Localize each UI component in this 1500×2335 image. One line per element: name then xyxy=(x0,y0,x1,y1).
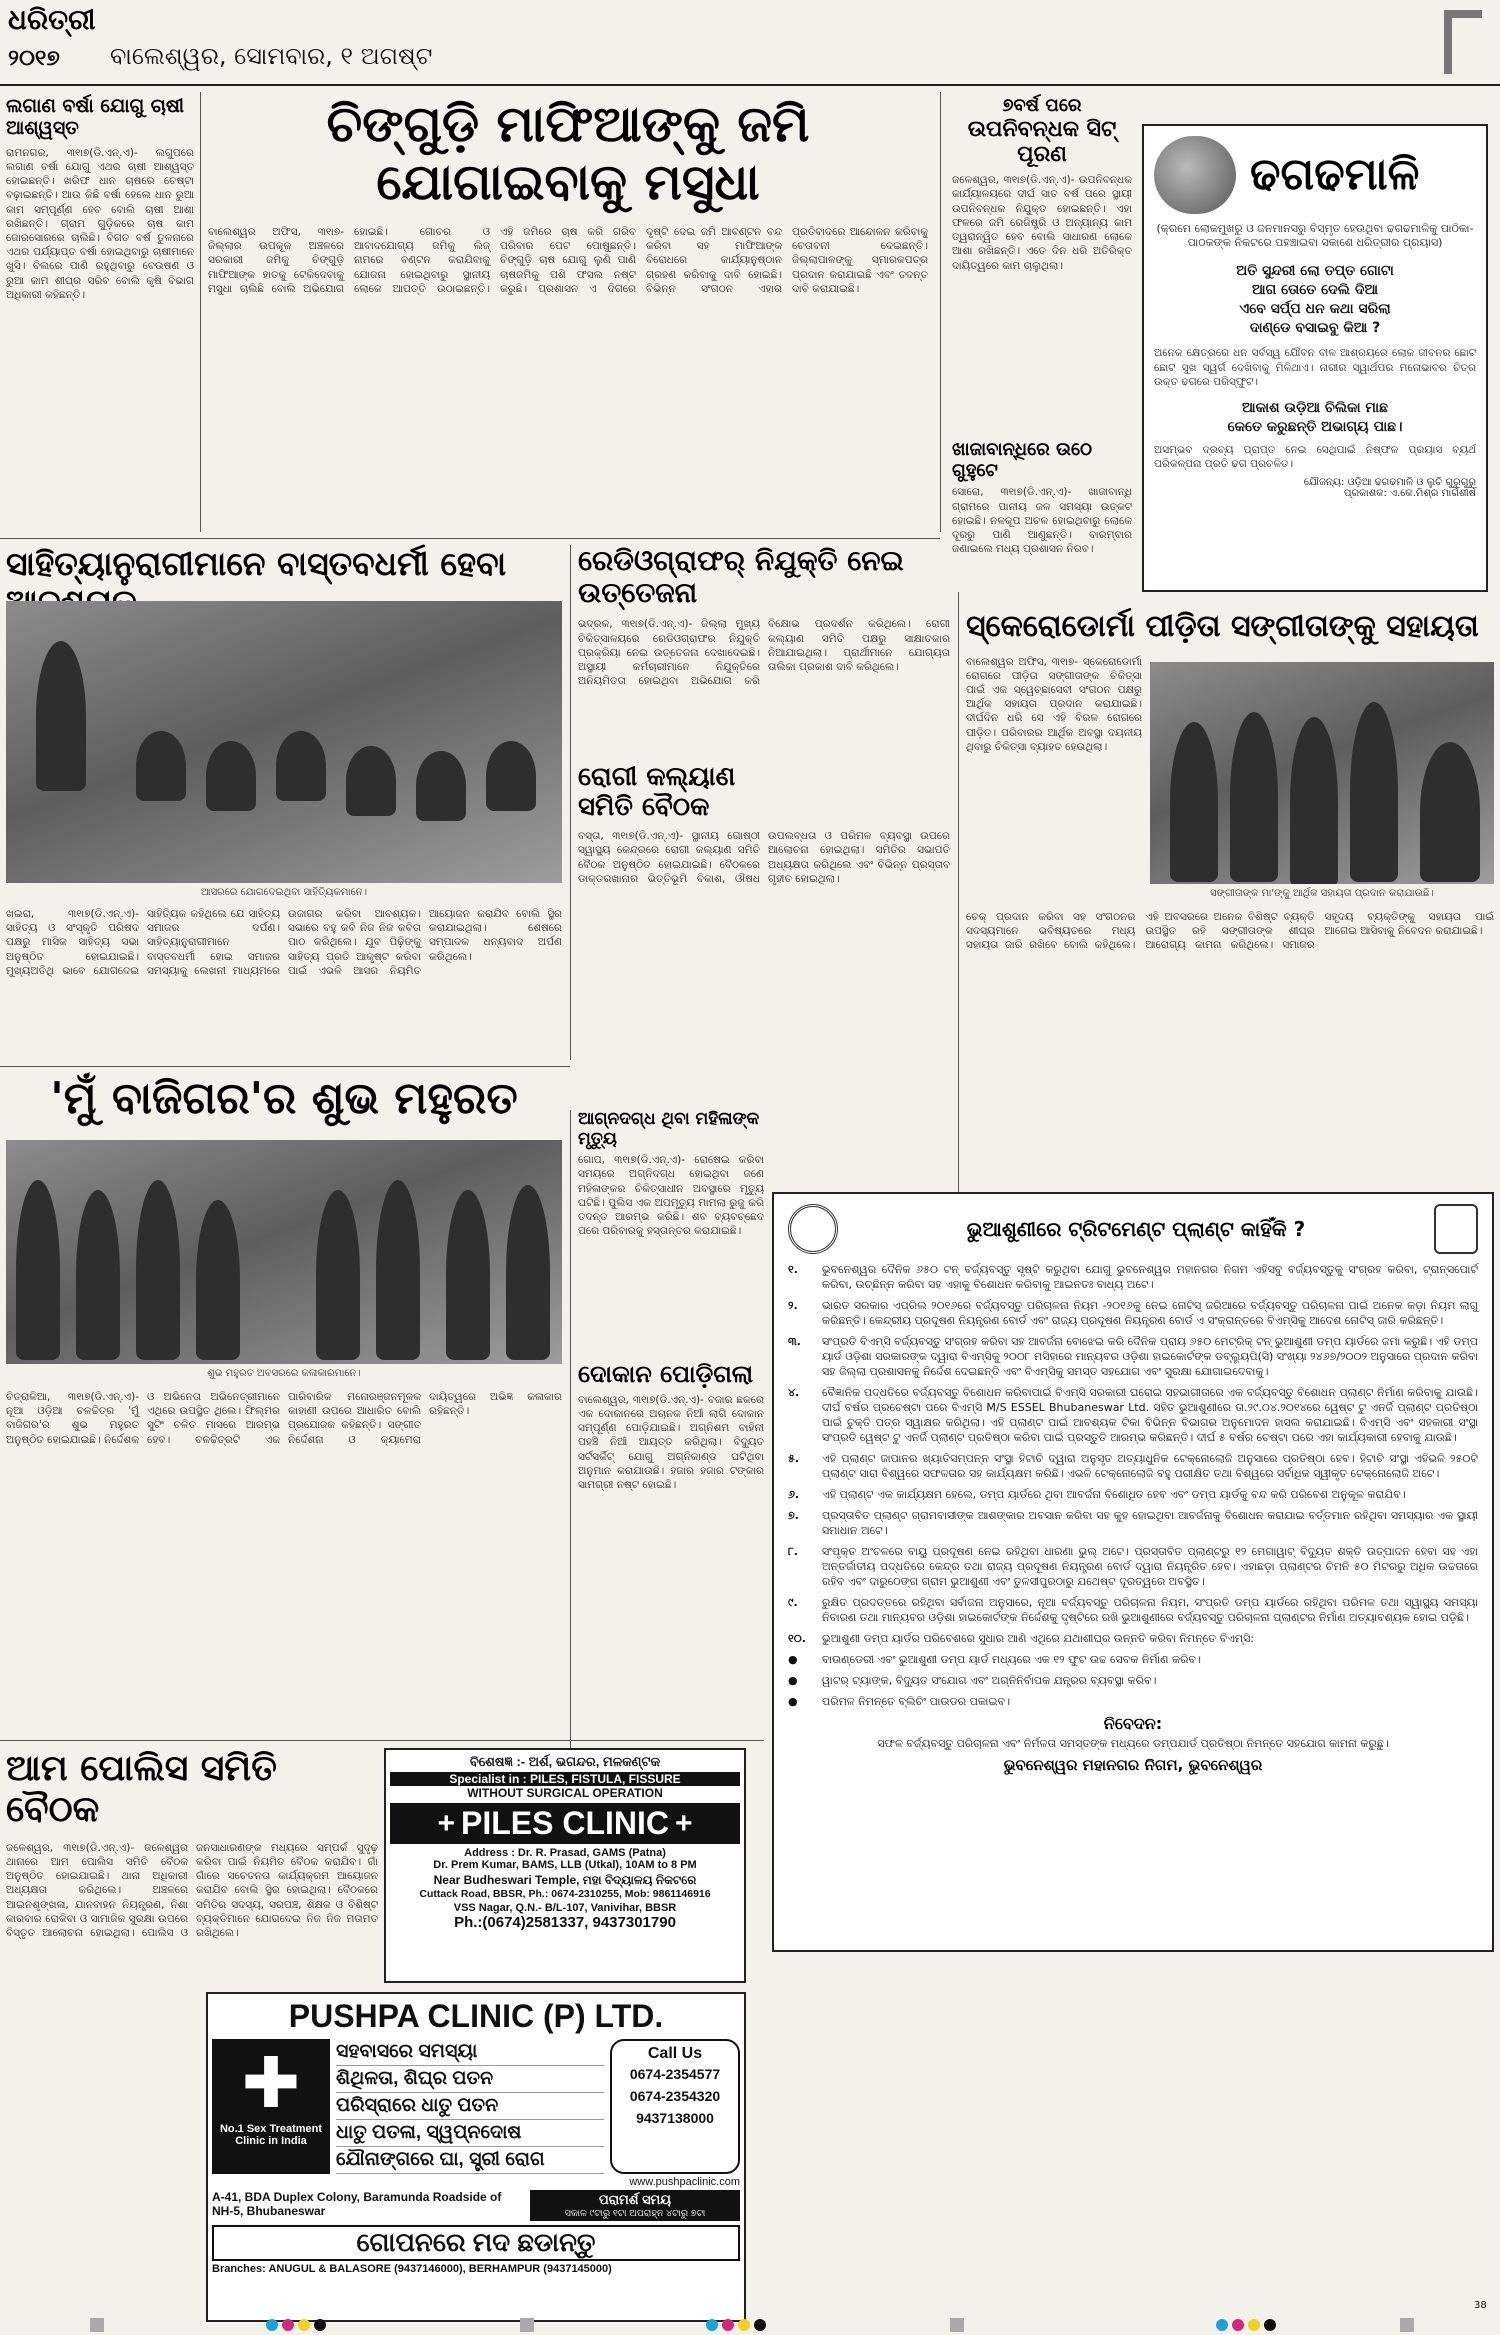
piles-doctor: Dr. Prem Kumar, BAMS, LLB (Utkal), 10AM to 8 PM xyxy=(433,1859,697,1871)
bajigar-photo xyxy=(6,1140,562,1364)
notice-issuer: ଭୁବନେଶ୍ୱର ମହାନଗର ନିଗମ, ଭୁବନେଶ୍ୱର xyxy=(1003,1756,1263,1775)
notice-item-text: ପ୍ରସ୍ତାବିତ ପ୍ଲାଣ୍ଟ ଗ୍ରାମବାସୀଙ୍କ ଆଶଙ୍କାର ଅବସାନ କରିବା ସହ କୁହ ହୋଇଥିବା ଆବର୍ଜନାକୁ ବିଶୋଧନ କରାଯାଇ ବର୍ତ୍ତମାନ ରହିଥିବା ସମସ୍ୟାର ଏକ ସ୍ଥାୟୀ ସମାଧାନ ଅଟେ। xyxy=(822,1509,1478,1537)
piles-clinic-ad xyxy=(384,1748,746,1983)
notice-item-number: ୧. xyxy=(788,1263,798,1276)
corner-mark xyxy=(1444,10,1482,74)
notice-item xyxy=(788,1487,1478,1502)
notice-item xyxy=(788,1385,1478,1445)
lead-story-headline: ଚିଙ୍ଗୁଡ଼ି ମାଫିଆଙ୍କୁ ଜମି ଯୋଗାଇବାକୁ ମସୁଧା xyxy=(326,95,810,211)
pushpa-problem: ପରିସ୍ରାରେ ଧାତୁ ପତନ xyxy=(336,2093,604,2120)
notice-item xyxy=(788,1451,1478,1481)
odisha-emblem-icon xyxy=(1434,1204,1478,1254)
death-story xyxy=(578,1110,764,1760)
notice-item xyxy=(788,1595,1478,1625)
satire-title: ଢଗଢମାଳି xyxy=(1250,148,1420,200)
left-story xyxy=(6,96,194,536)
pushpa-phones xyxy=(616,2063,734,2129)
pushpa-problem: ଯୌନାଙ୍ଗରେ ଘା, ସ୍ତ୍ରୀ ରୋଗ xyxy=(336,2147,604,2174)
notice-item-number: ୯. xyxy=(788,1596,798,1609)
lead-story xyxy=(208,96,928,526)
bmc-logo-icon xyxy=(788,1204,838,1254)
police-body: ଜଳେଶ୍ୱର, ୩୧ା୭(ଡି.ଏନ୍.ଏ)- ଜଳେଶ୍ୱର ଥାନାରେ ଆମ ପୋଲିସ ସମିତି ବୈଠକ ଅନୁଷ୍ଠିତ ହୋଇଯାଇଛି। ଥାନା ଅଧିକାରୀ ଅଧ୍ୟକ୍ଷତା କରିଥିଲେ। ଅଞ୍ଚଳରେ ଆଇନଶୃଙ୍ଖଳା, ଯାନବାହନ ନିୟନ୍ତ୍ରଣ, ନିଶା କାରବାର ରୋକିବା ଓ ସାମାଜିକ ସୁରକ୍ଷା ଉପରେ ବିସ୍ତୃତ ଆଲୋଚନା ହୋଇଥିଲା। ପୋଲିସ ଓ ଜନସାଧାରଣଙ୍କ ମଧ୍ୟରେ ସମ୍ପର୍କ ସୁଦୃଢ଼ କରିବା ପାଇଁ ନିୟମିତ ବୈଠକ କରାଯିବ। ଗାଁ ଗାଁରେ ସଚେତନତା କାର୍ଯ୍ୟକ୍ରମ ଆୟୋଜନ କରାଯିବ ବୋଲି ସ୍ଥିର ହୋଇଥିଲା। ବୈଠକରେ ସମିତିର ସଦସ୍ୟ, ସରପଞ୍ଚ, ଶିକ୍ଷକ ଓ ବିଶିଷ୍ଟ ବ୍ୟକ୍ତିମାନେ ଯୋଗଦେଇ ନିଜ ନିଜ ମତାମତ ରଖିଥିଲେ। xyxy=(6,1841,378,1939)
notice-item-text: ଭାରତ ସରକାର ଏପ୍ରିଲ ୨୦୧୬ରେ ବର୍ଜ୍ୟବସ୍ତୁ ପରିଚାଳନା ନିୟମ -୨୦୧୬କୁ ନେଇ ନୋଟିସ୍ ଜରିଆରେ ବର୍ଜ୍ୟବସ୍ତୁ ପରିଚାଳନା ପାଇଁ ଅନେକ କଡ଼ା ନିୟମ ଲାଗୁ କରିଛନ୍ତି। କେନ୍ଦ୍ରୀୟ ପ୍ରଦୂଷଣ ନିୟନ୍ତ୍ରଣ ବୋର୍ଡ ଏବଂ ରାଜ୍ୟ ପ୍ରଦୂଷଣ ନିୟନ୍ତ୍ରଣ ବୋର୍ଡ ଏ ସଂକ୍ରାନ୍ତରେ ବିଏମ୍‌ସିକୁ ଆଦେଶ ନୋଟିସ୍ ଜାରି କରିଛନ୍ତି। xyxy=(822,1299,1478,1327)
pushpa-phone: 0674-2354577 xyxy=(629,2066,721,2082)
piles-vss: VSS Nagar, Q.N.- B/L-107, Vanivihar, BBSR xyxy=(453,1902,677,1914)
notice-item xyxy=(788,1262,1478,1292)
notice-item-number: ୧୦. xyxy=(788,1632,806,1645)
radiographer-body: ଭଦ୍ରକ, ୩୧ା୭(ଡି.ଏନ୍.ଏ)- ଜିଲ୍ଲା ମୁଖ୍ୟ ଚିକିତ୍ସାଳୟରେ ରେଡିଓଗ୍ରାଫର ନିଯୁକ୍ତି ପ୍ରକ୍ରିୟା ନେଇ ଉତ୍ତେଜନା ଦେଖାଦେଇଛି। ଅସ୍ଥାୟୀ କର୍ମଚାରୀମାନେ ନିଯୁକ୍ତିରେ ଅନିୟମିତତା ହୋଇଥିବା ଅଭିଯୋଗ କରି ବିକ୍ଷୋଭ ପ୍ରଦର୍ଶନ କରିଥିଲେ। ରୋଗୀ କଲ୍ୟାଣ ସମିତି ପକ୍ଷରୁ ସାକ୍ଷାତକାର ନିଆଯାଇଥିଲା। ପ୍ରାର୍ଥୀମାନେ ଯୋଗ୍ୟତା ତାଲିକା ପ୍ରକାଶ ଦାବି କରିଥିଲେ। xyxy=(578,618,950,688)
notice-item-text: ସଂପ୍ରତି ବିଏମ୍‌ସି ବର୍ଜ୍ୟବସ୍ତୁ ସଂଗ୍ରହ କରିବା ସହ ଆବର୍ଜନା ବୋଝେଇ କରି ଦୈନିକ ପ୍ରାୟ ୬୫୦ ମେଟ୍ରିକ୍ ଟନ୍ ଭୁଆଶୁଣୀ ଡମ୍ପ ୟାର୍ଡରେ ଜମା କରୁଛି। ଏହି ଡମ୍ପ ୟାର୍ଡ ଓଡ଼ିଶା ସରକାରଙ୍କ ଦ୍ୱାରା ବିଏମ୍‌ସିକୁ ୨୦୦୮ ମସିହାରେ ମାନ୍ୟବର ଓଡ଼ିଶା ହାଇକୋର୍ଟଙ୍କ ଡବ୍ଲ୍ୟୁପି(ସି) ସଂଖ୍ୟା ୨୪୬୭/୨୦୦୨ ଅନୁସାରେ ପ୍ରଦାନ କରିବା ସହ ଜିଲ୍ଲା ପ୍ରଶାସନକୁ ନିର୍ଦ୍ଦେଶ ଦେଇଛନ୍ତି ଏବଂ ବିଏମ୍‌ସିକୁ ସମସ୍ତ ସହଯୋଗ ଏବଂ ସୁରକ୍ଷା ଯୋଗାଇଦେବାକୁ। xyxy=(822,1335,1478,1378)
pushpa-badge: No.1 Sex Treatment Clinic in India xyxy=(219,2123,323,2147)
face-illustration-icon xyxy=(1154,136,1236,214)
piles-cuttack: Cuttack Road, BBSR, Ph.: 0674-2310255, Mob: 9861146916 xyxy=(419,1888,711,1900)
pushpa-branches: Branches: ANUGUL & BALASORE (9437146000), BERHAMPUR (9437145000) xyxy=(212,2263,612,2275)
scleroderma-body-2: ଚେକ୍ ପ୍ରଦାନ କରିବା ସହ ସଂଗଠନର ସଦସ୍ୟମାନେ ଭବିଷ୍ୟତରେ ମଧ୍ୟ ସହାୟତା ଜାରି ରଖିବେ ବୋଲି କହିଥିଲେ। ଏହି ଅବସରରେ ଅନେକ ବିଶିଷ୍ଟ ବ୍ୟକ୍ତି ଉପସ୍ଥିତ ରହି ସଙ୍ଗୀତାଙ୍କ ଶୀଘ୍ର ଆରୋଗ୍ୟ କାମନା କରିଥିଲେ। ସମାଜର ସହୃଦୟ ବ୍ୟକ୍ତିଙ୍କୁ ସହାୟତା ପାଇଁ ଆଗେଇ ଆସିବାକୁ ନିବେଦନ କରାଯାଇଛି। xyxy=(966,911,1494,952)
side-story-2 xyxy=(952,440,1132,630)
pushpa-call-label: Call Us xyxy=(647,2045,703,2062)
side-story-1-headline: ଉପନିବନ୍ଧକ ସିଟ୍ ପୂରଣ xyxy=(967,116,1117,167)
satire-intro: (କ୍ରମେ ଲୋକମୁଖରୁ ଓ ଜନମାନସରୁ ବିସ୍ମୃତ ହେଉଥିବା ଢଗଢମାଳିକୁ ପାଠିକା-ପାଠକଙ୍କ ନିକଟରେ ପହଞ୍ଚାଇବା ସକାଶେ ଧରିତ୍ରୀର ପ୍ରୟାସ) xyxy=(1156,222,1474,250)
notice-item xyxy=(788,1334,1478,1379)
side-story-1-kicker: ୭ବର୍ଷ ପରେ xyxy=(1002,95,1082,116)
literature-story xyxy=(6,545,564,1060)
notice-item-text: ରୁକ୍ଷିତ ପ୍ରଦତ୍ତରେ ରହିଥିବା ସର୍ବାଜନା ଅନୁସାରେ, ନୂଆ ବର୍ଜ୍ୟବସ୍ତୁ ପରିଚାଳନା ନିୟମ, ସଂପ୍ରତି ଡମ୍ପ ୟାର୍ଡରେ ରହିଥିବା ପରିମଳ ତଥା ସ୍ୱାସ୍ଥ୍ୟ ସମସ୍ୟା ନିବାରଣ ତଥା ମାନ୍ୟବର ଓଡ଼ିଶା ହାଇକୋର୍ଟଙ୍କ ନିର୍ଦ୍ଦେଶକୁ ଦୃଷ୍ଟିରେ ରଖି ଭୁଆଶୁଣୀରେ ବର୍ଜ୍ୟବସ୍ତୁ ପରିଚାଳନା ପ୍ଲାଣ୍ଟର ନିର୍ମାଣ ଅତ୍ୟାବଶ୍ୟକ ହୋଇ ପଡ଼ିଛି। xyxy=(822,1596,1478,1624)
notice-appeal: ସଫଳ ବର୍ଜ୍ୟବସ୍ତୁ ପରିଚାଳନା ଏବଂ ନିର୍ମଳତା ସମସ୍ତଙ୍କ ମଧ୍ୟରେ ଡମ୍ପଯାର୍ଡ ପ୍ରତିଷ୍ଠା ନିମନ୍ତେ ସହଯୋଗ କାମନା କରୁଛୁ। xyxy=(877,1737,1389,1751)
govt-notice xyxy=(772,1192,1494,1952)
shop-fire-body: ବାଲେଶ୍ୱର, ୩୧ା୭(ଡି.ଏନ୍.ଏ)- ବଜାର ଛକରେ ଏକ ଦୋକାନରେ ଅଚାନକ ନିଆଁ ଲାଗି ଦୋକାନ ସମ୍ପୂର୍ଣ୍ଣ ପୋଡ଼ିଯାଇଛି। ଅଗ୍ନିଶମ ବାହିନୀ ପହଞ୍ଚି ନିଆଁ ଆୟତ୍ତ କରିଥିଲା। ବିଦ୍ୟୁତ ସର୍ଟସର୍କିଟ୍ ଯୋଗୁ ଅଗ୍ନିକାଣ୍ଡ ଘଟିଥିବା ଅନୁମାନ କରାଯାଉଛି। ହଜାର ହଜାର ଟଙ୍କାର ସାମଗ୍ରୀ ନଷ୍ଟ ହୋଇଛି। xyxy=(578,1393,764,1491)
left-story-body: ରାମନଗର, ୩୧ା୭(ଡି.ଏନ୍.ଏ)- ଲଗୁପରେ ଲଗାଣ ବର୍ଷା ଯୋଗୁ ଏଥର ଚାଷୀ ଆଶ୍ୱସ୍ତ ହୋଇଛନ୍ତି। ଖରିଫ ଧାନ ଚାଷରେ ଚେଷ୍ଟା ବଢ଼ାଇଛନ୍ତି। ଆଉ କିଛି ବର୍ଷା ହେଲେ ଧାନ ରୁଆ କାମ ସମ୍ପୂର୍ଣ୍ଣ ହେବ ବୋଲି ଚାଷୀ ଆଶା ରଖିଛନ୍ତି। ଗ୍ରାମ ଗୁଡ଼ିକରେ ଚାଷ କାମ ଜୋରସୋରରେ ଚାଲିଛି। ବିଗତ ବର୍ଷ ତୁଳନାରେ ଏଥର ପର୍ଯ୍ୟାପ୍ତ ବର୍ଷା ହୋଇଥିବାରୁ ଚାଷୀମାନେ ଖୁସି। ବିଲରେ ପାଣି ରହୁଥିବାରୁ ବେଉଷଣ ଓ ରୁଆ କାମ ଶୀଘ୍ର ସରିବ ବୋଲି କୃଷି ବିଭାଗ ଅଧିକାରୀ କହିଛନ୍ତି। xyxy=(6,146,194,301)
bajigar-caption: ଶୁଭ ମହୁରତ ଅବସରରେ କଳାକାରମାନେ। xyxy=(207,1368,361,1379)
death-headline: ଆଗ୍ନଦଗ୍ଧ ଥିବା ମହିଳାଙ୍କ ମୃତ୍ୟୁ xyxy=(578,1109,760,1149)
pushpa-tagline: ଗୋପନରେ ମଦ ଛଡାନ୍ତୁ xyxy=(212,2225,740,2261)
lead-story-body: ବାଲେଶ୍ୱର ଅଫିସ, ୩୧ା୭- ଜିଲ୍ଲାର ଉପକୂଳ ଅଞ୍ଚଳରେ ସରକାରୀ ଜମିକୁ ଚିଙ୍ଗୁଡ଼ି ମାଫିଆଙ୍କ ହାତକୁ ଟେକିଦେବାକୁ ମସୁଧା ଚାଲିଛି ବୋଲି ଅଭିଯୋଗ ହୋଇଛି। ଗୋଚର ଓ ଆବାଦଯୋଗ୍ୟ ଜମିକୁ ଲିଜ୍ ନାମରେ ବଣ୍ଟନ କରାଯିବାକୁ ଯୋଜନା ହୋଇଥିବାରୁ ସ୍ଥାନୀୟ ଲୋକେ ଆପତ୍ତି ଉଠାଇଛନ୍ତି। ଏହି ଜମିରେ ଚାଷ କରି ଗରିବ ପରିବାର ପେଟ ପୋଷୁଛନ୍ତି। ଚିଙ୍ଗୁଡ଼ି ଚାଷ ଯୋଗୁ ଲୁଣି ପାଣି ଚାଷଜମିକୁ ପଶି ଫସଲ ନଷ୍ଟ କରୁଛି। ପ୍ରଶାସନ ଏ ଦିଗରେ ଦୃଷ୍ଟି ଦେଇ ଜମି ଆବଣ୍ଟନ ବନ୍ଦ କରିବା ସହ ମାଫିଆଙ୍କ ବିରୋଧରେ କାର୍ଯ୍ୟାନୁଷ୍ଠାନ ଗ୍ରହଣ କରିବାକୁ ଦାବି ହୋଇଛି। ବିଭିନ୍ନ ସଂଗଠନ ଏହାର ପ୍ରତିବାଦରେ ଆନ୍ଦୋଳନ କରିବାକୁ ଚେତାବନୀ ଦେଇଛନ୍ତି। ଜିଲ୍ଲାପାଳଙ୍କୁ ସ୍ମାରକପତ୍ର ପ୍ରଦାନ କରାଯାଇଛି ଏବଂ ତଦନ୍ତ ଦାବି କରାଯାଇଛି। xyxy=(208,226,928,295)
bajigar-headline: 'ମୁଁ ବାଜିଗର'ର ଶୁଭ ମହୁରତ xyxy=(50,1073,518,1124)
notice-item xyxy=(788,1544,1478,1589)
notice-item-number: ● xyxy=(788,1653,798,1666)
pushpa-address: A-41, BDA Duplex Colony, Baramunda Roadside of NH-5, Bhubaneswar xyxy=(212,2190,502,2218)
scleroderma-body: ବାଲେଶ୍ୱର ଅଫିସ, ୩୧ା୭- ସ୍କେରୋଡୋର୍ମା ରୋଗରେ ପୀଡ଼ିତା ସଙ୍ଗୀତାଙ୍କ ଚିକିତ୍ସା ପାଇଁ ଏକ ସ୍ୱେଚ୍ଛାସେବୀ ସଂଗଠନ ପକ୍ଷରୁ ଆର୍ଥିକ ସହାୟତା ପ୍ରଦାନ କରାଯାଇଛି। ଦୀର୍ଘଦିନ ଧରି ସେ ଏହି ବିରଳ ରୋଗରେ ପୀଡ଼ିତ। ପରିବାରର ଆର୍ଥିକ ଅବସ୍ଥା ଦୟନୀୟ ଥିବାରୁ ଚିକିତ୍ସା ବ୍ୟାହତ ହେଉଥିଲା। xyxy=(966,655,1142,753)
pushpa-clinic-ad xyxy=(206,1992,746,2322)
shop-fire-headline: ଦୋକାନ ପୋଡ଼ିଗଲା xyxy=(578,1360,754,1389)
pushpa-website: www.pushpaclinic.com xyxy=(629,2176,740,2188)
dateline: ବାଲେଶ୍ୱର, ସୋମବାର, ୧ ଅଗଷ୍ଟ xyxy=(110,42,433,70)
satire-credit-1: ଯୌଜନ୍ୟ: ଓଡ଼ିଆ ଢଗଢମାଳି ଓ ଲୁଚି ଗୁରୁଗୁରୁ xyxy=(1303,477,1476,489)
notice-item-number: ୨. xyxy=(788,1299,798,1312)
masthead-rule xyxy=(0,84,1500,86)
bajigar-body: ଚିତ୍ରାଳିଆ, ୩୧ା୭(ଡି.ଏନ୍.ଏ)- ନୂଆ ଓଡ଼ିଆ ଚଳଚ୍ଚିତ୍ର 'ମୁଁ ବାଜିଗର'ର ଶୁଭ ମହୁରତ ଅନୁଷ୍ଠିତ ହୋଇଯାଇଛି। ନିର୍ଦ୍ଦେଶକ ଓ ଅଭିନେତା ଅଭିନେତ୍ରୀମାନେ ଏଥିରେ ଉପସ୍ଥିତ ଥିଲେ। ଫିଲ୍ମର ସୁଟିଂ ଚଳିତ ମାସରେ ଆରମ୍ଭ ହେବ। ଚଳଚ୍ଚିତ୍ରଟି ଏକ ପାରିବାରିକ ମନୋରଞ୍ଜନମୂଳକ କାହାଣୀ ଉପରେ ଆଧାରିତ ବୋଲି ପ୍ରଯୋଜକ କହିଛନ୍ତି। ସଙ୍ଗୀତ ନିର୍ଦ୍ଦେଶନା ଓ କ୍ୟାମେରା ଦାୟିତ୍ୱରେ ଅଭିଜ୍ଞ କଳାକାର ରହିଛନ୍ତି। xyxy=(6,1391,562,1446)
notice-item xyxy=(788,1673,1478,1688)
notice-item-number: ୭. xyxy=(788,1509,799,1522)
plus-icon: + xyxy=(675,1806,693,1840)
masthead xyxy=(0,0,1500,84)
notice-item-text: ସଂପୃକ୍ତ ଅଂଚଳରେ ବାୟୁ ପ୍ରଦୂଷଣ ନେଇ ରହିଥିବା ଧାରଣା ଭୁଲ୍ ଅଟେ। ପ୍ରସ୍ତାବିତ ପ୍ଲାଣ୍ଟରୁ ୧୨ ମେଗାୱାଟ୍ ବିଦ୍ୟୁତ ଶକ୍ତି ଉତ୍ପାଦନ ହେବା ସହ ଏହା ଅନ୍ତର୍ଜାତୀୟ ପଦ୍ଧତିରେ କେନ୍ଦ୍ର ତଥା ରାଜ୍ୟ ପ୍ରଦୂଷଣ ନିୟନ୍ତ୍ରଣ ବୋର୍ଡ ଦ୍ୱାରା ନିୟନ୍ତ୍ରିତ ହେବ। ଏହାଛଡ଼ା ପ୍ଲାଣ୍ଟର ଚିମନି ୫୦ ମିଟରରୁ ଅଧିକ ଉଚ୍ଚତାରେ ରହିବ ଏବଂ ଦାରୁଠେଙ୍ଗ ଗ୍ରାମ ଭୁଆଶୁଣୀ ଏବଂ ତୁଳସୀପୁରଠାରୁ ଯଥେଷ୍ଟ ଦୂରତ୍ୱରେ ଅବସ୍ଥିତ। xyxy=(822,1545,1478,1588)
literature-caption: ଆସରରେ ଯୋଗଦେଇଥିବା ସାହିତ୍ୟିକମାନେ। xyxy=(200,887,368,898)
scleroderma-photo xyxy=(1150,662,1494,884)
piles-specialist-in: Specialist in : PILES, FISTULA, FISSURE xyxy=(390,1772,740,1786)
police-headline: ଆମ ପୋଲିସ ସମିତି ବୈଠକ xyxy=(6,1748,277,1831)
radiographer-sub-body: ବସ୍ତା, ୩୧ା୭(ଡି.ଏନ୍.ଏ)- ସ୍ଥାନୀୟ ଗୋଷ୍ଠୀ ସ୍ୱାସ୍ଥ୍ୟ କେନ୍ଦ୍ରରେ ରୋଗୀ କଲ୍ୟାଣ ସମିତି ବୈଠକ ଅନୁଷ୍ଠିତ ହୋଇଯାଇଛି। ବୈଠକରେ ଡାକ୍ତରଖାନାର ଭିତ୍ତିଭୂମି ବିକାଶ, ଔଷଧ ଉପଲବ୍ଧତା ଓ ପରିମଳ ବ୍ୟବସ୍ଥା ଉପରେ ଆଲୋଚନା ହୋଇଥିଲା। ସମିତିର ସଭାପତି ଅଧ୍ୟକ୍ଷତା କରିଥିଲେ ଏବଂ ବିଭିନ୍ନ ପ୍ରସ୍ତାବ ଗୃହୀତ ହୋଇଥିଲା। xyxy=(578,830,950,885)
satire-explain-1: ଅନେକ କ୍ଷେତ୍ରରେ ଧନ ସର୍ବସ୍ୱ ଯୌବନ ବୀଳ ଆଶ୍ରୟରେ ଲୋକ ଜୀବନର ଛୋଟ ଛୋଟ ସୁଖ ସ୍ୱର୍ଗ ଦେଖିବାକୁ ମିଳିଥାଏ। ନାରୀର ସ୍ୱାର୍ଥପର ମନୋଭାବର ଚିତ୍ର ଉକ୍ତ ଢଗରେ ପରିସ୍ଫୁଟ। xyxy=(1154,347,1476,388)
left-story-headline: ଲଗାଣ ବର୍ଷା ଯୋଗୁ ଚାଷୀ ଆଶ୍ୱସ୍ତ xyxy=(6,95,185,139)
radiographer-story xyxy=(578,545,950,1105)
pushpa-name: PUSHPA CLINIC (P) LTD. xyxy=(288,1998,664,2034)
notice-item-number: ● xyxy=(788,1695,798,1708)
notice-item xyxy=(788,1298,1478,1328)
bajigar-story xyxy=(6,1074,562,1734)
pushpa-phone: 9437138000 xyxy=(636,2110,714,2126)
scleroderma-story xyxy=(966,610,1494,1270)
notice-item xyxy=(788,1631,1478,1646)
notice-item xyxy=(788,1694,1478,1709)
scleroderma-headline: ସ୍କେରୋଡୋର୍ମା ପୀଡ଼ିତା ସଙ୍ଗୀତାଙ୍କୁ ସହାୟତା xyxy=(966,609,1479,644)
side-story-2-headline: ଖାଜାବାନ୍ଧିରେ ଉଠେ ଗୁହୁଟେ xyxy=(952,439,1093,481)
notice-item-text: ଭୁଆଶୁଣୀ ଡମ୍ପ ୟାର୍ଡର ପରିବେଶରେ ସୁଧାର ଆଣି ଏଥିରେ ଯଥାଶୀଘ୍ର ଉନ୍ନତି କରିବା ନିମନ୍ତେ ବିଏମ୍‌ସି: xyxy=(822,1632,1254,1645)
radiographer-headline: ରେଡିଓଗ୍ରାଫର୍ ନିଯୁକ୍ତି ନେଇ ଉତ୍ତେଜନା xyxy=(578,544,904,610)
notice-item-text: ଏହି ପ୍ଲାଣ୍ଟ ଜାପାନର ଖ୍ୟାତିସମ୍ପନ୍ନ ସଂସ୍ଥା ହିଟାଚି ଦ୍ୱାରା ଅନୁସୃତ ଅତ୍ୟାଧୁନିକ ଟେକ୍ନୋଲୋଜି ଅନୁସାରେ ପ୍ରତିଷ୍ଠା ହେବ। ହିଟାଚି ସଂସ୍ଥା ଏହିଭଳି ୨୫୦ଟି ପ୍ଲାଣ୍ଟ ସାରା ବିଶ୍ୱରେ ସଫଳତାର ସହ କାର୍ଯ୍ୟକ୍ଷମ କରିଛି। ଏଭଳି ଟେକ୍ନୋଲୋଜି ବହୁ ପରୀକ୍ଷିତ ତଥା ବିଶ୍ୱରେ ସର୍ବାଧିକ ସ୍ୱୀକୃତ ଟେକ୍ନୋଲୋଜି ଅଟେ। xyxy=(822,1452,1478,1480)
notice-title: ଭୁଆଶୁଣୀରେ ଟ୍ରିଟମେଣ୍ଟ ପ୍ଲାଣ୍ଟ କାହିଁକି ? xyxy=(966,1216,1306,1241)
satire-box xyxy=(1142,124,1488,592)
piles-near: Near Budheswari Temple, ମହା ବିଦ୍ୟାଳୟ ନିକଟରେ xyxy=(433,1873,697,1887)
masthead-year: ୨୦୧୭ xyxy=(8,46,60,71)
piles-without-surgery: WITHOUT SURGICAL OPERATION xyxy=(467,1786,663,1800)
notice-item-number: ● xyxy=(788,1674,798,1687)
scleroderma-caption: ସଙ୍ଗୀତାଙ୍କ ମା'ଙ୍କୁ ଆର୍ଥିକ ସହାୟତା ପ୍ରଦାନ କରାଯାଉଛି। xyxy=(1210,888,1434,899)
piles-address: Address : Dr. R. Prasad, GAMS (Patna) xyxy=(464,1847,666,1859)
pushpa-problem: ଧାତୁ ପତଳା, ସ୍ୱପ୍ନଦୋଷ xyxy=(336,2120,604,2147)
medical-cross-icon: ✚ xyxy=(241,2044,301,2122)
side-story-1 xyxy=(952,96,1132,436)
notice-item-number: ୮. xyxy=(788,1545,798,1558)
notice-item-number: ୬. xyxy=(788,1488,800,1501)
page-number: 38 xyxy=(1474,2300,1487,2311)
literature-headline: ସାହିତ୍ୟାନୁରାଗୀମାନେ ବାସ୍ତବଧର୍ମୀ ହେବା xyxy=(6,544,507,583)
piles-phones: Ph.:(0674)2581337, 9437301790 xyxy=(454,1914,676,1931)
side-story-1-body: ଜଳେଶ୍ୱର, ୩୧ା୭(ଡି.ଏନ୍.ଏ)- ଉପନିବନ୍ଧକ କାର୍ଯ୍ୟାଳୟରେ ଦୀର୍ଘ ସାତ ବର୍ଷ ପରେ ସ୍ଥାୟୀ ଉପନିବନ୍ଧକ ନିଯୁକ୍ତ ହୋଇଛନ୍ତି। ଏହା ଫଳରେ ଜମି ରେଜିଷ୍ଟ୍ରି ଓ ଅନ୍ୟାନ୍ୟ କାମ ତ୍ୱରାନ୍ୱିତ ହେବ ବୋଲି ସାଧାରଣ ଲୋକେ ଆଶା ରଖିଛନ୍ତି। ଏତେ ଦିନ ଧରି ଅତିରିକ୍ତ ଦାୟିତ୍ୱରେ କାମ ଚାଲୁଥିଲା। xyxy=(952,174,1132,272)
notice-item xyxy=(788,1652,1478,1667)
masthead-logo: ଧରିତ୍ରୀ xyxy=(8,3,96,36)
satire-credit-2: ପ୍ରକାଶକ: ଏ.କେ.ମିଶ୍ର ମାର୍ଗଶୀର୍ଷ xyxy=(1343,488,1476,500)
notice-item-text: ବାଉଣ୍ଡେରୀ ଏବଂ ଭୁଆଶୁଣୀ ଡମ୍ପ ୟାର୍ଡ ମଧ୍ୟରେ ଏକ ୧୨ ଫୁଟ ଉଚ୍ଚ ସେବକ ନିର୍ମାଣ କରିବ। xyxy=(822,1653,1201,1666)
notice-item-text: ଭୁବନେଶ୍ୱର ଦୈନିକ ୬୫୦ ଟନ୍ ବର୍ଜ୍ୟବସ୍ତୁ ସୃଷ୍ଟି କରୁଥିବା ଯୋଗୁ ଭୁବନେଶ୍ୱର ମହାନଗର ନିଗମ ଏହିସବୁ ବର୍ଜ୍ୟବସ୍ତୁକୁ ସଂଗ୍ରହ କରିବା, ଟ୍ରାନ୍ସପୋର୍ଟ କରିବା, ଉଚ୍ଛିନ୍ନ କରିବା ସହ ଏହାକୁ ବିଶୋଧନ କରିବାକୁ ଆଇନତଃ ବାଧ୍ୟ ଅଟେ। xyxy=(822,1263,1478,1291)
notice-item-text: ବୈଜ୍ଞାନିକ ପଦ୍ଧତିରେ ବର୍ଜ୍ୟବସ୍ତୁ ବିଶୋଧନ କରିବାପାଇଁ ବିଏମ୍‌ସି ସରକାରୀ ଘରୋଇ ସହଭାଗୀତାରେ ଏକ ବର୍ଜ୍ୟବସ୍ତୁ ବିଶୋଧନ ପ୍ଲାଣ୍ଟ ନିର୍ମାଣ କରିବାକୁ ଯାଉଛି। ଦୀର୍ଘ ବର୍ଷର ପ୍ରଚେଷ୍ଟା ପରେ ବିଏମ୍‌ସି M/S ESSEL Bhubaneswar Ltd. ସହିତ ଭୁଆଶୁଣୀରେ ତା.୨୯.୦୪.୨୦୧୪ରେ ୱେଷ୍ଟ ଟୁ ଏନର୍ଜି ପ୍ଲାଣ୍ଟ ପ୍ରତିଷ୍ଠା ପାଇଁ ଚୁକ୍ତି ପତ୍ର ସ୍ୱାକ୍ଷର କରିଥିଲା। ଏହି ପ୍ଲାଣ୍ଟ ପାଇଁ ଆବଶ୍ୟକ ଟିକା ବିଭିନ୍ନ ବିଭାଗର ଅନୁମୋଦନ ହାସଲ କରାଯାଇଛି। ବିଏମ୍‌ସି ଏବଂ ସହକାରୀ ସଂସ୍ଥା ସଂପ୍ରତି ୱେଷ୍ଟ ଟୁ ଏନର୍ଜି ପ୍ଲାଣ୍ଟ ପ୍ରତିଷ୍ଠା କରିବା ପାଇଁ ପ୍ରସ୍ତୁତି ଆରମ୍ଭ କରିଛନ୍ତି। ଦୀର୍ଘ ୫ ବର୍ଷର ଚେଷ୍ଟା ପରେ ଏହା କାର୍ଯ୍ୟକାରୀ ହେବାକୁ ଯାଉଛି। xyxy=(822,1386,1478,1444)
satire-explain-2: ଅସମ୍ଭବ ଦ୍ରବ୍ୟ ପ୍ରାପ୍ତ ନେଇ ସେଥିପାଇଁ ନିଷ୍ଫଳ ପ୍ରୟାସ ବ୍ୟର୍ଥ ପରିକଳ୍ପନା ପ୍ରତି ଢଗ ପ୍ରଚଳିତ। xyxy=(1154,444,1476,471)
satire-verse-2: ଆକାଶ ଉଡ଼ିଆ ଚିଲିକା ମାଛ କେତେ କରୁଛନ୍ତି ଅଭାଗ୍ୟ ପାଛ। xyxy=(1227,400,1403,436)
piles-clinic-name: PILES CLINIC xyxy=(460,1805,669,1841)
satire-verse-1: ଅତି ସୁନ୍ଦରୀ ଲୋ ତପ୍ତ ଗୋଟା ଆଗ ତୋତେ ଦେଲି ଦିଆ ଏବେ ସର୍ପ୍ପ ଧନ କଥା ସରିଲା ଦାଣ୍ଡେ ବସାଇବୁ କିଆ ? xyxy=(1236,263,1394,337)
notice-item-number: ୫. xyxy=(788,1452,800,1465)
side-story-2-body: ସୋରୋ, ୩୧ା୭(ଡି.ଏନ୍.ଏ)- ଖାଜାବାନ୍ଧି ଗ୍ରାମରେ ପାନୀୟ ଜଳ ସମସ୍ୟା ଉତ୍କଟ ହୋଇଛି। ନଳକୂପ ଅଚଳ ହୋଇଥିବାରୁ ଲୋକେ ଦୂରରୁ ପାଣି ଆଣୁଛନ୍ତି। ବାରମ୍ବାର ଜଣାଇଲେ ମଧ୍ୟ ପ୍ରଶାସନ ନିରବ। xyxy=(952,486,1132,556)
pushpa-problem: ସହବାସରେ ସମସ୍ୟା xyxy=(336,2039,604,2066)
pushpa-phone: 0674-2354320 xyxy=(629,2088,721,2104)
pushpa-timing-title: ପରାମର୍ଶ ସମୟ xyxy=(599,2192,671,2207)
pushpa-problem: ଶିଥିଳତା, ଶିଘ୍ର ପତନ xyxy=(336,2066,604,2093)
death-body: ଗୋପ, ୩୧ା୭(ଡି.ଏନ୍.ଏ)- ରୋଷେଇ କରିବା ସମୟରେ ଅଗ୍ନିଦଗ୍ଧ ହୋଇଥିବା ଜଣେ ମହିଳାଙ୍କର ଚିକିତ୍ସାଧୀନ ଅବସ୍ଥାରେ ମୃତ୍ୟୁ ଘଟିଛି। ପୁଲିସ ଏକ ଅପମୃତ୍ୟୁ ମାମଲା ରୁଜୁ କରି ତଦନ୍ତ ଆରମ୍ଭ କରିଛି। ଶବ ବ୍ୟବଚ୍ଛେଦ ପରେ ପରିବାରକୁ ହସ୍ତାନ୍ତର କରାଯାଇଛି। xyxy=(578,1154,764,1238)
notice-item-text: ପରିମଳ ନିମନ୍ତେ ବ୍ଲିଚିଂ ପାଉଡର ପକାଇବ। xyxy=(822,1695,1011,1708)
pushpa-timing: ସକାଳ ୯ଟାରୁ ୧ଟା ଅପରାହ୍ନ ୪ଟାରୁ ୭ଟା xyxy=(564,2208,706,2219)
notice-items xyxy=(788,1262,1478,1709)
notice-item-number: ୩. xyxy=(788,1335,801,1348)
pushpa-problems xyxy=(336,2039,604,2174)
piles-specialist-line: ବିଶେଷଜ୍ଞ :- ଅର୍ଶ, ଭଗନ୍ଦର, ମଳକଣ୍ଟକ xyxy=(469,1754,661,1769)
notice-item-text: ଏହି ପ୍ଲାଣ୍ଟ ଏକ କାର୍ଯ୍ୟକ୍ଷମ ହେଲେ, ଡମ୍ପ ୟାର୍ଡରେ ଥିବା ଆବର୍ଜନା ବିଶୋଧିତ ହେବ ଏବଂ ଡମ୍ପ ୟାର୍ଡକୁ ବନ୍ଦ କରି ପରିବେଶ ଅନୁକୂଳ କରାଯିବ। xyxy=(822,1488,1406,1501)
radiographer-sub-headline: ରୋଗୀ କଲ୍ୟାଣ ସମିତି ବୈଠକ xyxy=(578,762,736,823)
literature-photo xyxy=(6,601,562,883)
notice-item xyxy=(788,1508,1478,1538)
literature-body: ଖଇରା, ୩୧ା୭(ଡି.ଏନ୍.ଏ)- ସାହିତ୍ୟ ଓ ସଂସ୍କୃତି ପରିଷଦ ପକ୍ଷରୁ ମାସିକ ସାହିତ୍ୟ ସଭା ଅନୁଷ୍ଠିତ ହୋଇଯାଇଛି। ମୁଖ୍ୟଅତିଥି ଭାବେ ଯୋଗଦେଇ ସାହିତ୍ୟିକ କହିଥିଲେ ଯେ ସାହିତ୍ୟ ସମାଜର ଦର୍ପଣ। ସାହିତ୍ୟାନୁରାଗୀମାନେ ବାସ୍ତବଧର୍ମୀ ହୋଇ ସମାଜର ସମସ୍ୟାକୁ ଲେଖନୀ ମାଧ୍ୟମରେ ଉଜାଗର କରିବା ଆବଶ୍ୟକ। ସଭାରେ ବହୁ କବି ନିଜ ନିଜ କବିତା ପାଠ କରିଥିଲେ। ଯୁବ ପିଢ଼ିଙ୍କୁ ସାହିତ୍ୟ ପ୍ରତି ଆକୃଷ୍ଟ କରିବା ପାଇଁ ଏଭଳି ଆସର ନିୟମିତ ଆୟୋଜନ କରାଯିବ ବୋଲି ସ୍ଥିର କରାଯାଇଥିଲା। ଶେଷରେ ସମ୍ପାଦକ ଧନ୍ୟବାଦ ଅର୍ପଣ କରିଥିଲେ। xyxy=(6,908,562,977)
plus-icon: + xyxy=(437,1806,455,1840)
notice-item-text: ୱାଟର୍ ଟ୍ୟାଙ୍କ, ବିଦ୍ୟୁତ ସଂଯୋଗ ଏବଂ ଅଗ୍ନିନିର୍ବାପକ ଯନ୍ତ୍ରର ବ୍ୟବସ୍ଥା କରିବ। xyxy=(822,1674,1157,1687)
notice-item-number: ୪. xyxy=(788,1386,800,1399)
notice-appeal-title: ନିବେଦନ: xyxy=(1103,1714,1163,1733)
